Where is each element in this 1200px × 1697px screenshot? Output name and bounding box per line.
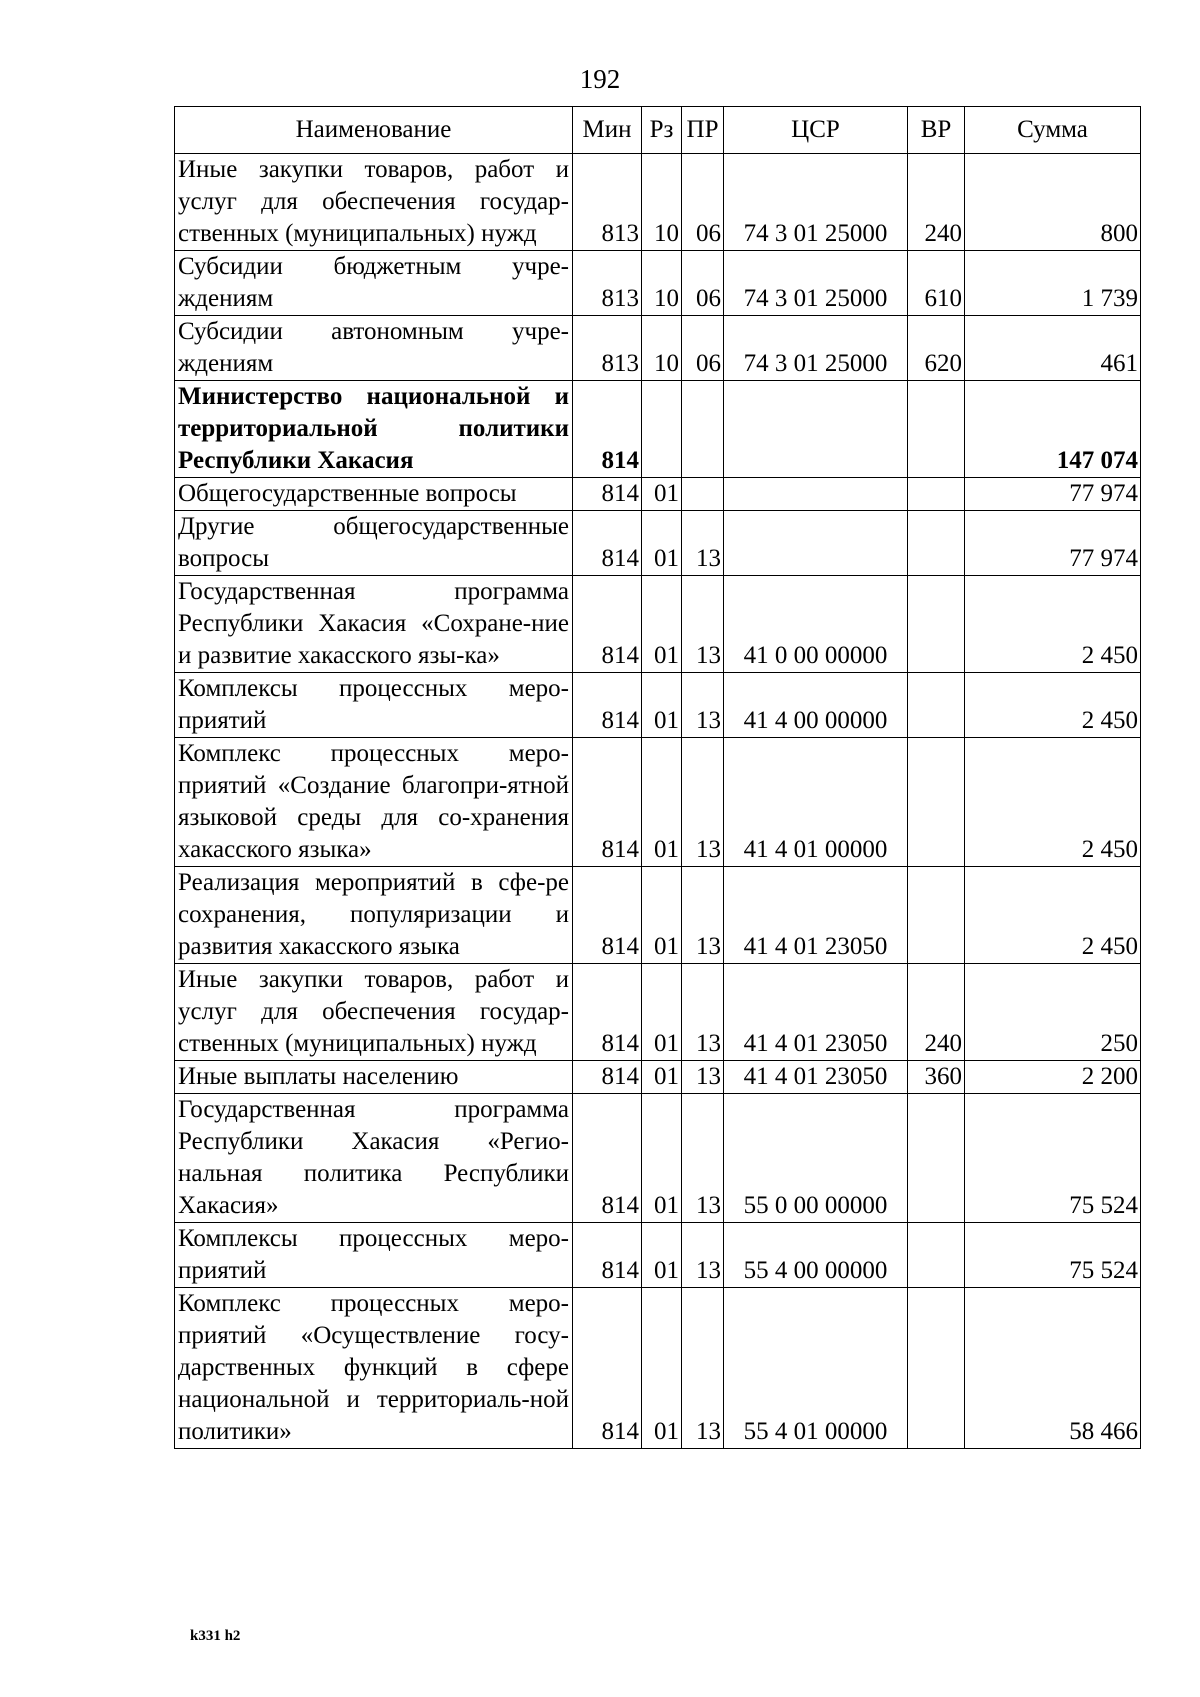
cell-pr: 13 [682, 867, 724, 964]
cell-pr [682, 381, 724, 478]
cell-pr: 13 [682, 964, 724, 1061]
cell-sum: 2 450 [965, 576, 1141, 673]
cell-rz: 01 [642, 867, 682, 964]
cell-pr: 13 [682, 576, 724, 673]
cell-vr [908, 738, 965, 867]
cell-rz: 01 [642, 511, 682, 576]
cell-min: 814 [573, 1223, 642, 1288]
cell-name: Другие общегосударственные вопросы [175, 511, 573, 576]
cell-min: 813 [573, 154, 642, 251]
cell-csr: 41 0 00 00000 [724, 576, 908, 673]
cell-sum: 2 450 [965, 738, 1141, 867]
cell-vr: 360 [908, 1061, 965, 1094]
cell-min: 814 [573, 511, 642, 576]
cell-vr [908, 478, 965, 511]
cell-vr [908, 576, 965, 673]
cell-csr: 41 4 00 00000 [724, 673, 908, 738]
table-header-row [175, 107, 1141, 154]
cell-vr [908, 1288, 965, 1449]
cell-csr: 55 0 00 00000 [724, 1094, 908, 1223]
table-row [175, 316, 1141, 381]
cell-sum: 250 [965, 964, 1141, 1061]
cell-sum: 461 [965, 316, 1141, 381]
cell-name: Комплекс процессных меро-приятий «Осуществление госу-дарственных функций в сфере национальной и территориаль-ной политики» [175, 1288, 573, 1449]
cell-pr: 13 [682, 673, 724, 738]
header-rz: Рз [642, 107, 682, 154]
cell-rz: 10 [642, 316, 682, 381]
cell-pr: 06 [682, 251, 724, 316]
budget-table [174, 106, 1141, 1449]
table-row [175, 673, 1141, 738]
table-row [175, 867, 1141, 964]
header-pr: ПР [682, 107, 724, 154]
cell-pr: 13 [682, 1061, 724, 1094]
table-row [175, 1061, 1141, 1094]
table-row [175, 511, 1141, 576]
table-row [175, 1223, 1141, 1288]
cell-min: 814 [573, 867, 642, 964]
cell-vr: 240 [908, 154, 965, 251]
cell-rz: 01 [642, 1288, 682, 1449]
cell-vr [908, 867, 965, 964]
cell-sum: 75 524 [965, 1223, 1141, 1288]
cell-name: Субсидии автономным учре-ждениям [175, 316, 573, 381]
cell-pr: 13 [682, 1288, 724, 1449]
table-row [175, 964, 1141, 1061]
cell-pr: 13 [682, 738, 724, 867]
cell-name: Иные выплаты населению [175, 1061, 573, 1094]
cell-csr: 55 4 00 00000 [724, 1223, 908, 1288]
cell-rz [642, 381, 682, 478]
cell-rz: 01 [642, 1223, 682, 1288]
cell-csr [724, 478, 908, 511]
cell-sum: 2 450 [965, 867, 1141, 964]
cell-pr: 13 [682, 511, 724, 576]
cell-vr: 610 [908, 251, 965, 316]
cell-sum: 58 466 [965, 1288, 1141, 1449]
cell-min: 814 [573, 381, 642, 478]
cell-min: 813 [573, 316, 642, 381]
cell-vr [908, 673, 965, 738]
header-sum: Сумма [965, 107, 1141, 154]
cell-sum: 77 974 [965, 511, 1141, 576]
table-row [175, 251, 1141, 316]
cell-pr: 13 [682, 1223, 724, 1288]
cell-csr: 74 3 01 25000 [724, 154, 908, 251]
cell-min: 814 [573, 964, 642, 1061]
header-csr: ЦСР [724, 107, 908, 154]
table-row [175, 381, 1141, 478]
cell-name: Реализация мероприятий в сфе-ре сохранения, популяризации и развития хакасского языка [175, 867, 573, 964]
cell-csr: 41 4 01 00000 [724, 738, 908, 867]
cell-csr: 55 4 01 00000 [724, 1288, 908, 1449]
cell-vr: 620 [908, 316, 965, 381]
cell-csr: 41 4 01 23050 [724, 867, 908, 964]
cell-pr [682, 478, 724, 511]
cell-name: Комплексы процессных меро-приятий [175, 673, 573, 738]
table-row [175, 1094, 1141, 1223]
cell-name: Субсидии бюджетным учре-ждениям [175, 251, 573, 316]
cell-vr: 240 [908, 964, 965, 1061]
cell-name: Иные закупки товаров, работ и услуг для обеспечения государ-ственных (муниципальных) нужд [175, 964, 573, 1061]
cell-pr: 13 [682, 1094, 724, 1223]
cell-min: 813 [573, 251, 642, 316]
cell-min: 814 [573, 738, 642, 867]
cell-rz: 01 [642, 1094, 682, 1223]
table-row [175, 576, 1141, 673]
cell-rz: 01 [642, 1061, 682, 1094]
table-row [175, 478, 1141, 511]
cell-pr: 06 [682, 154, 724, 251]
cell-rz: 01 [642, 576, 682, 673]
cell-name: Комплексы процессных меро-приятий [175, 1223, 573, 1288]
cell-csr [724, 381, 908, 478]
header-vr: ВР [908, 107, 965, 154]
cell-sum: 77 974 [965, 478, 1141, 511]
table-row [175, 738, 1141, 867]
cell-min: 814 [573, 1061, 642, 1094]
footer-code: k331 h2 [190, 1628, 241, 1644]
cell-sum: 2 450 [965, 673, 1141, 738]
cell-rz: 01 [642, 964, 682, 1061]
cell-name: Государственная программа Республики Хакасия «Регио-нальная политика Республики Хакасия» [175, 1094, 573, 1223]
cell-rz: 01 [642, 738, 682, 867]
header-name: Наименование [175, 107, 573, 154]
cell-name: Государственная программа Республики Хакасия «Сохране-ние и развитие хакасского язы-ка» [175, 576, 573, 673]
table-row [175, 1288, 1141, 1449]
header-min: Мин [573, 107, 642, 154]
cell-rz: 10 [642, 251, 682, 316]
cell-sum: 1 739 [965, 251, 1141, 316]
cell-vr [908, 1223, 965, 1288]
cell-pr: 06 [682, 316, 724, 381]
cell-csr [724, 511, 908, 576]
cell-vr [908, 381, 965, 478]
cell-min: 814 [573, 478, 642, 511]
cell-sum: 147 074 [965, 381, 1141, 478]
cell-name: Общегосударственные вопросы [175, 478, 573, 511]
table-row [175, 154, 1141, 251]
cell-rz: 01 [642, 673, 682, 738]
cell-rz: 01 [642, 478, 682, 511]
cell-vr [908, 1094, 965, 1223]
cell-name: Министерство национальной и территориальной политики Республики Хакасия [175, 381, 573, 478]
cell-min: 814 [573, 576, 642, 673]
cell-min: 814 [573, 1288, 642, 1449]
cell-csr: 74 3 01 25000 [724, 316, 908, 381]
cell-sum: 2 200 [965, 1061, 1141, 1094]
cell-min: 814 [573, 673, 642, 738]
cell-sum: 75 524 [965, 1094, 1141, 1223]
cell-name: Комплекс процессных меро-приятий «Создание благопри-ятной языковой среды для со-хранения хакасского языка» [175, 738, 573, 867]
cell-vr [908, 511, 965, 576]
cell-csr: 74 3 01 25000 [724, 251, 908, 316]
cell-rz: 10 [642, 154, 682, 251]
cell-csr: 41 4 01 23050 [724, 1061, 908, 1094]
cell-sum: 800 [965, 154, 1141, 251]
page-number: 192 [579, 64, 621, 94]
cell-name: Иные закупки товаров, работ и услуг для обеспечения государ-ственных (муниципальных) нужд [175, 154, 573, 251]
cell-csr: 41 4 01 23050 [724, 964, 908, 1061]
cell-min: 814 [573, 1094, 642, 1223]
